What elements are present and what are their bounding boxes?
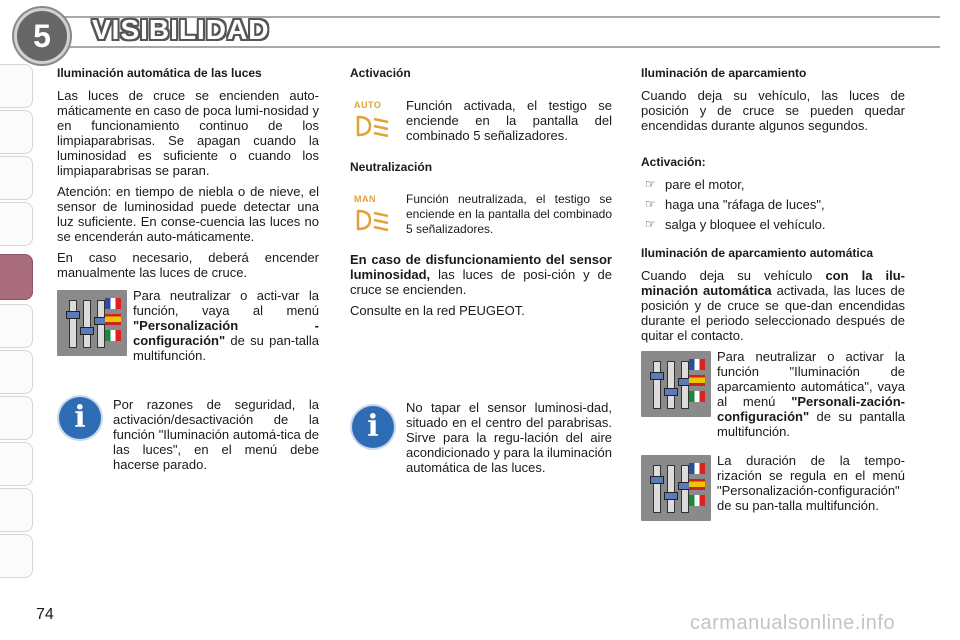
duration-text: La duración de la tempo-rización se regula en el menú "Personalización-configuración" de su pan-talla multifunción. — [717, 453, 905, 513]
paragraph: Atención: en tiempo de niebla o de nieve, el sensor de luminosidad puede detectar una luz suficiente. En conse-cuencia las luces no se encenderán auto-máticamente. — [57, 184, 319, 244]
man-text: Función neutralizada, el testigo se enciende en la pantalla del combinado 5 señalizadores. — [406, 192, 612, 236]
paragraph: Cuando deja su vehículo con la ilu-minación automática activada, las luces de posición y de cruce se que-dan encendidas durante el periodo seleccionado después de quitar el contacto. — [641, 268, 906, 343]
section-heading: Neutralización — [350, 160, 433, 174]
menu-text: Para neutralizar o activar la función "Iluminación de aparcamiento automática", vaya al menú "Personali-zación-configuración" de su pantalla multifunción. — [717, 349, 905, 439]
list-item: ☞ salga y bloquee el vehículo. — [645, 217, 826, 232]
section-heading: Activación: — [641, 155, 706, 169]
side-tab[interactable] — [0, 488, 33, 532]
watermark: carmanualsonline.info — [690, 612, 896, 634]
info-text: No tapar el sensor luminosi-dad, situado en el centro del parabrisas. Sirve para la regu-lación del aire acondicionado y para la iluminación automática de las luces. — [406, 400, 612, 475]
duration-note — [641, 453, 905, 523]
consult-paragraph: Consulte en la red PEUGEOT. — [350, 303, 525, 318]
info-icon: i — [59, 397, 101, 439]
activation-steps — [641, 177, 905, 232]
chapter-number: 5 — [14, 8, 70, 64]
settings-sliders-icon — [641, 455, 711, 521]
info-text: Por razones de seguridad, la activación/desactivación de la función "Iluminación automá-tica de las luces", en el menú debe hacerse parado. — [113, 397, 319, 472]
info-note — [350, 400, 612, 475]
side-tabs — [0, 64, 34, 584]
side-tab[interactable] — [0, 442, 33, 486]
side-tab-active[interactable] — [0, 254, 33, 300]
side-tab[interactable] — [0, 350, 33, 394]
side-tab[interactable] — [0, 110, 33, 154]
side-tab[interactable] — [0, 64, 33, 108]
column-1 — [57, 66, 319, 478]
page-header — [0, 0, 960, 62]
fault-paragraph: En caso de disfuncionamiento del sensor luminosidad, las luces de posi-ción y de cruce se encienden. — [350, 252, 612, 297]
section-heading: Iluminación automática de las luces — [57, 66, 262, 80]
headlamp-auto-icon: AUTO — [354, 98, 402, 142]
side-tab[interactable] — [0, 396, 33, 440]
headlamp-man-icon: MAN — [354, 192, 402, 236]
side-tab[interactable] — [0, 202, 33, 246]
list-item: ☞ haga una "ráfaga de luces", — [645, 197, 825, 212]
auto-text: Función activada, el testigo se enciende en la pantalla del combinado 5 señalizadores. — [406, 98, 612, 143]
info-note — [57, 397, 319, 472]
paragraph: En caso necesario, deberá encender manualmente las luces de cruce. — [57, 250, 319, 280]
side-tab[interactable] — [0, 304, 33, 348]
chapter-title: VISIBILIDAD — [92, 14, 270, 45]
list-item: ☞ pare el motor, — [645, 177, 745, 192]
settings-sliders-icon — [57, 290, 127, 356]
section-heading: Activación — [350, 66, 411, 80]
column-3 — [641, 66, 905, 523]
section-heading: Iluminación de aparcamiento — [641, 66, 807, 80]
menu-text: Para neutralizar o acti-var la función, vaya al menú "Personalización - configuración" de su pan-talla multifunción. — [133, 288, 319, 363]
man-indicator — [350, 192, 612, 244]
side-tab[interactable] — [0, 156, 33, 200]
column-2 — [350, 66, 612, 481]
menu-instruction — [641, 349, 905, 439]
settings-sliders-icon — [641, 351, 711, 417]
menu-instruction — [57, 288, 319, 363]
paragraph: Las luces de cruce se encienden auto-máticamente en caso de poca lumi-nosidad y en funcionamiento continuo de los limpiaparabrisas. Se apagan cuando la luminosidad es suficiente o cuando los limpiaparabrisas se paran. — [57, 88, 319, 178]
page-number: 74 — [36, 606, 54, 623]
auto-indicator — [350, 98, 612, 150]
info-icon: i — [352, 406, 394, 448]
paragraph: Cuando deja su vehículo, las luces de posición y de cruce se pueden quedar encendidas durante algunos segundos. — [641, 88, 905, 133]
side-tab[interactable] — [0, 534, 33, 578]
section-heading: Iluminación de aparcamiento automática — [641, 246, 874, 260]
